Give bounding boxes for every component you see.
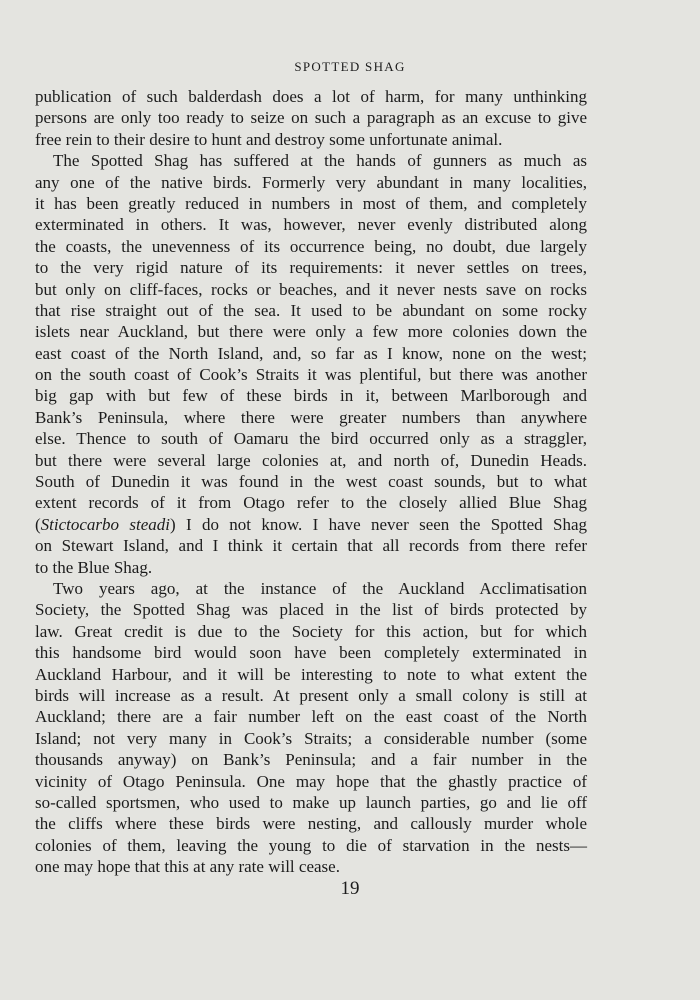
- text-line: on the south coast of Cook’s Straits it was plentiful, but there was another: [35, 365, 587, 385]
- scientific-name: Stictocarbo steadi: [40, 514, 170, 534]
- text-line: one may hope that this at any rate will cease.: [35, 857, 340, 877]
- text-line: exterminated in others. It was, however, never evenly distributed along: [35, 215, 587, 235]
- text-line: Island; not very many in Cook’s Straits; a considerable number (some: [35, 728, 587, 748]
- text-line: extent records of it from Otago refer to the closely allied Blue Shag: [35, 493, 587, 513]
- text-line: big gap with but few of these birds in it, between Marlborough and: [35, 386, 587, 406]
- text-line: persons are only too ready to seize on such a paragraph as an excuse to give: [35, 108, 587, 128]
- text-line: but there were several large colonies at, and north of, Dunedin Heads.: [35, 450, 587, 470]
- text-line: Auckland; there are a fair number left on the east coast of the North: [35, 707, 587, 727]
- text-line: islets near Auckland, but there were only a few more colonies down the: [35, 322, 587, 342]
- text-line: any one of the native birds. Formerly very abundant in many localities,: [35, 172, 587, 192]
- text-line: on Stewart Island, and I think it certain that all records from there refer: [35, 536, 587, 556]
- text-line: law. Great credit is due to the Society for this action, but for which: [35, 621, 587, 641]
- text-line: Society, the Spotted Shag was placed in the list of birds protected by: [35, 600, 587, 620]
- text-line: birds will increase as a result. At present only a small colony is still at: [35, 685, 587, 705]
- text-line: The Spotted Shag has suffered at the hands of gunners as much as: [53, 151, 587, 171]
- text-line: this handsome bird would soon have been completely exterminated in: [35, 643, 587, 663]
- text-line: but only on cliff-faces, rocks or beaches, and it never nests save on rocks: [35, 279, 587, 299]
- running-head: SPOTTED SHAG: [294, 59, 406, 74]
- text-line: so-called sportsmen, who used to make up launch parties, go and lie off: [35, 792, 587, 812]
- text-line: else. Thence to south of Oamaru the bird occurred only as a straggler,: [35, 429, 587, 449]
- text-line: that rise straight out of the sea. It used to be abundant on some rocky: [35, 300, 587, 320]
- text-line: thousands anyway) on Bank’s Peninsula; and a fair number in the: [35, 750, 587, 770]
- text-line: South of Dunedin it was found in the west coast sounds, but to what: [35, 472, 587, 492]
- text-line: to the Blue Shag.: [35, 557, 153, 577]
- text-line: free rein to their desire to hunt and destroy some unfortunate animal.: [35, 129, 503, 149]
- text-line: to the very rigid nature of its requirements: it never settles on trees,: [35, 258, 587, 278]
- text-line: east coast of the North Island, and, so far as I know, none on the west;: [35, 343, 587, 363]
- text-line: Bank’s Peninsula, where there were greater numbers than anywhere: [35, 407, 587, 427]
- text-line: it has been greatly reduced in numbers in most of them, and completely: [35, 193, 587, 213]
- text-line: vicinity of Otago Peninsula. One may hope that the ghastly practice of: [35, 771, 587, 791]
- text-line: the cliffs where these birds were nesting, and callously murder whole: [35, 814, 587, 834]
- text-line: Two years ago, at the instance of the Auckland Acclimatisation: [53, 578, 587, 598]
- text-line: publication of such balderdash does a lot of harm, for many unthinking: [35, 87, 587, 106]
- text-line: the coasts, the unevenness of its occurrence being, no doubt, due largely: [35, 236, 587, 256]
- text-line: (Stictocarbo steadi) I do not know. I have never seen the Spotted Shag: [35, 514, 587, 534]
- page-number: 19: [340, 878, 360, 899]
- text-line: Auckland Harbour, and it will be interesting to note to what extent the: [35, 664, 587, 684]
- text-line: colonies of them, leaving the young to die of starvation in the nests—: [35, 835, 587, 855]
- body-text: [35, 86, 587, 877]
